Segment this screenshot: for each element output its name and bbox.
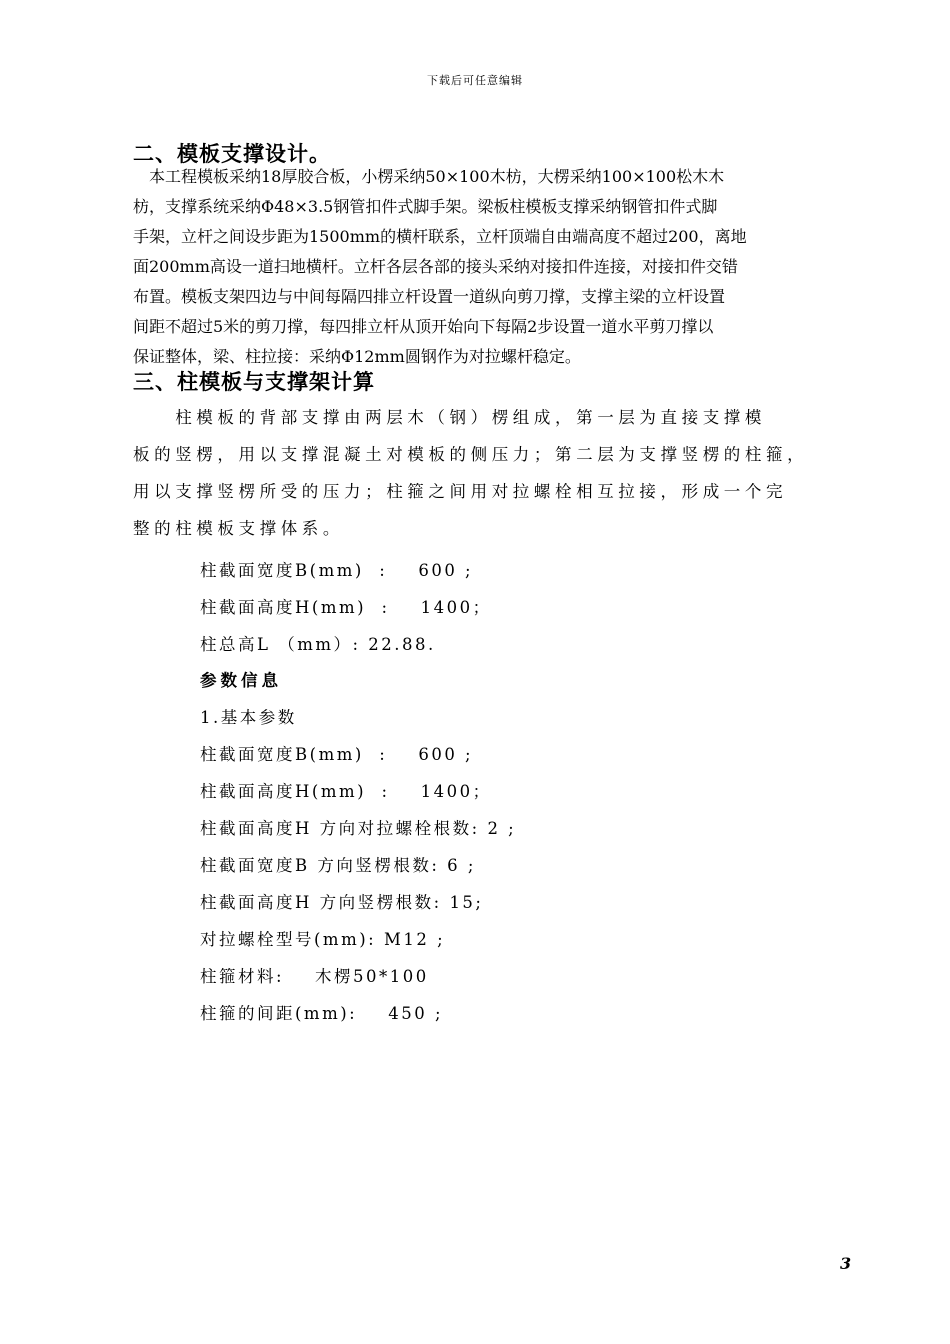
paragraph-line: 布置。模板支架四边与中间每隔四排立杆设置一道纵向剪刀撑，支撑主梁的立杆设置: [133, 287, 726, 306]
column-width-item: 柱截面宽度B(mm) : 600 ;: [200, 561, 474, 580]
paragraph-line: 本工程模板采纳18厚胶合板，小楞采纳50×100木枋，大楞采纳100×100松木木: [133, 167, 725, 186]
paragraph-line: 柱模板的背部支撑由两层木（钢）楞组成，第一层为直接支撑模: [133, 408, 766, 427]
paragraph-line: 间距不超过5米的剪刀撑，每四排立杆从顶开始向下每隔2步设置一道水平剪刀撑以: [133, 317, 714, 336]
paragraph-line: 整的柱模板支撑体系。: [133, 519, 344, 538]
section-3-heading: 三、柱模板与支撑架计算: [133, 370, 375, 394]
param-bolt-type: 对拉螺栓型号(mm): M12 ;: [200, 930, 446, 949]
page-header: 下载后可任意编辑: [427, 74, 523, 87]
column-total-height-item: 柱总高L （mm）: 22.88.: [200, 635, 436, 654]
section-3-paragraph: [133, 399, 858, 547]
param-hoop-material: 柱箍材料: 木楞50*100: [200, 967, 429, 986]
params-heading: 参数信息: [200, 671, 282, 690]
section-2-heading: 二、模板支撑设计。: [133, 142, 331, 166]
param-b-stud-count: 柱截面宽度B 方向竖楞根数: 6 ;: [200, 856, 476, 875]
param-bolt-count: 柱截面高度H 方向对拉螺栓根数: 2 ;: [200, 819, 517, 838]
column-height-item: 柱截面高度H(mm) : 1400；: [200, 598, 492, 617]
page-number: 3: [840, 1254, 852, 1273]
paragraph-line: 用以支撑竖楞所受的压力；柱箍之间用对拉螺栓相互拉接，形成一个完: [133, 482, 788, 501]
paragraph-line: 板的竖楞，用以支撑混凝土对模板的侧压力；第二层为支撑竖楞的柱箍，: [133, 445, 809, 464]
basic-params-label: 1.基本参数: [200, 708, 297, 727]
section-2-paragraph: [133, 162, 847, 372]
param-width: 柱截面宽度B(mm) : 600 ;: [200, 745, 474, 764]
paragraph-line: 保证整体，梁、柱拉接：采纳Φ12mm圆钢作为对拉螺杆稳定。: [133, 347, 581, 366]
param-h-stud-count: 柱截面高度H 方向竖楞根数: 15;: [200, 893, 484, 912]
paragraph-line: 手架，立杆之间设步距为1500mm的横杆联系，立杆顶端自由端高度不超过200，离地: [133, 227, 747, 246]
param-hoop-spacing: 柱箍的间距(mm): 450 ;: [200, 1004, 444, 1023]
paragraph-line: 枋，支撑系统采纳Φ48×3.5钢管扣件式脚手架。梁板柱模板支撑采纳钢管扣件式脚: [133, 197, 718, 216]
paragraph-line: 面200mm高设一道扫地横杆。立杆各层各部的接头采纳对接扣件连接，对接扣件交错: [133, 257, 738, 276]
param-height: 柱截面高度H(mm) : 1400；: [200, 782, 492, 801]
